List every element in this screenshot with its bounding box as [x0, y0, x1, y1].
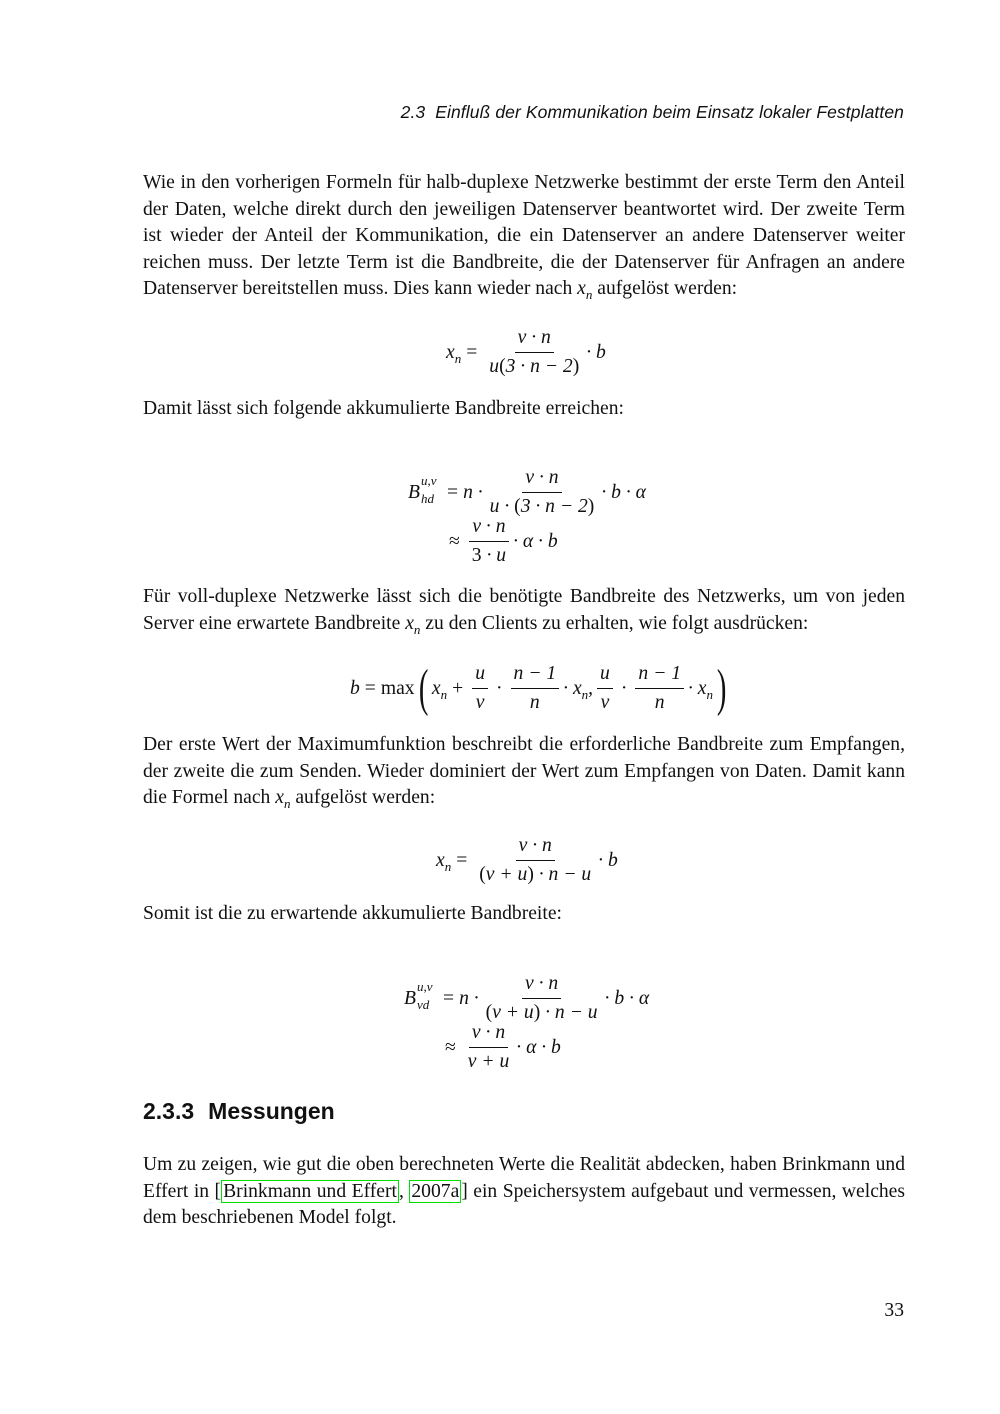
- section-heading: [143, 1098, 335, 1125]
- citation-link-authors[interactable]: Brinkmann und Effert: [223, 1180, 397, 1202]
- paragraph-5: Somit ist die zu erwartende akkumulierte Bandbreite:: [143, 903, 562, 924]
- section-title: Messungen: [208, 1098, 335, 1124]
- header-section-number: 2.3: [400, 102, 426, 122]
- paragraph-1: Wie in den vorherigen Formeln für halb-duplexe Netzwerke bestimmt der erste Term den Anteil der Daten, welche direkt durch den jeweiligen Datenserver beantwortet wird. Der zweite Term ist wieder der Anteil der Kommunikation, die ein Datenserver an andere Datenserver weiter reichen muss. Der letzte Term ist die Bandbreite, die der Datenserver für Anfragen an andere Datenserver bereitstellen muss. Dies kann wieder nach $x_n$ aufgelöst werden:: [143, 172, 905, 302]
- equation-bandwidth-halfduplex: B u,v hd = n · $\frac{v \cdot n}{u \cdot (3 \cdot n - 2)}$ · b · α ≈ $\frac{v \cdot n}{3 \cdot u}$ · α · b: [408, 467, 646, 566]
- citation-link-year[interactable]: 2007a: [411, 1180, 460, 1202]
- header-title: Einfluß der Kommunikation beim Einsatz lokaler Festplatten: [435, 102, 904, 122]
- paragraph-4: Der erste Wert der Maximumfunktion beschreibt die erforderliche Bandbreite zum Empfangen, der zweite die zum Senden. Wieder dominiert der Wert zum Empfangen von Daten. Damit kann die Formel nach $x_n$ aufgelöst werden:: [143, 734, 905, 811]
- page-number: 33: [884, 1300, 904, 1321]
- equation-xn-halfduplex: $x_n$ = $\frac{v \cdot n}{u(3 \cdot n - 2)}$ · b: [446, 327, 606, 377]
- equation-b-max: b = max ( $x_n$ + $\frac{u}{v}$ · $\frac{n - 1}{n}$ · $x_n$, $\frac{u}{v}$ · $\frac{n - 1}{n}$ · $x_n$ ): [350, 659, 727, 717]
- paragraph-3: Für voll-duplexe Netzwerke lässt sich die benötigte Bandbreite des Netzwerks, um von jeden Server eine erwartete Bandbreite $x_n$ zu den Clients zu erhalten, wie folgt ausdrücken:: [143, 586, 905, 637]
- running-header: [401, 102, 904, 123]
- paragraph-2: Damit lässt sich folgende akkumulierte Bandbreite erreichen:: [143, 398, 624, 419]
- equation-xn-fullduplex: $x_n$ = $\frac{v \cdot n}{(v + u) \cdot n - u}$ · b: [436, 835, 618, 885]
- section-number: 2.3.3: [143, 1098, 195, 1124]
- equation-bandwidth-fullduplex: B u,v vd = n · $\frac{v \cdot n}{(v + u) \cdot n - u}$ · b · α ≈ $\frac{v \cdot n}{v + u}$ · α · b: [404, 973, 650, 1072]
- paragraph-6: Um zu zeigen, wie gut die oben berechneten Werte die Realität abdecken, haben Brinkmann und Effert in [ Brinkmann und Effert , 2007a ] ein Speichersystem aufgebaut und vermessen, welches dem beschriebenen Model folgt.: [143, 1154, 906, 1228]
